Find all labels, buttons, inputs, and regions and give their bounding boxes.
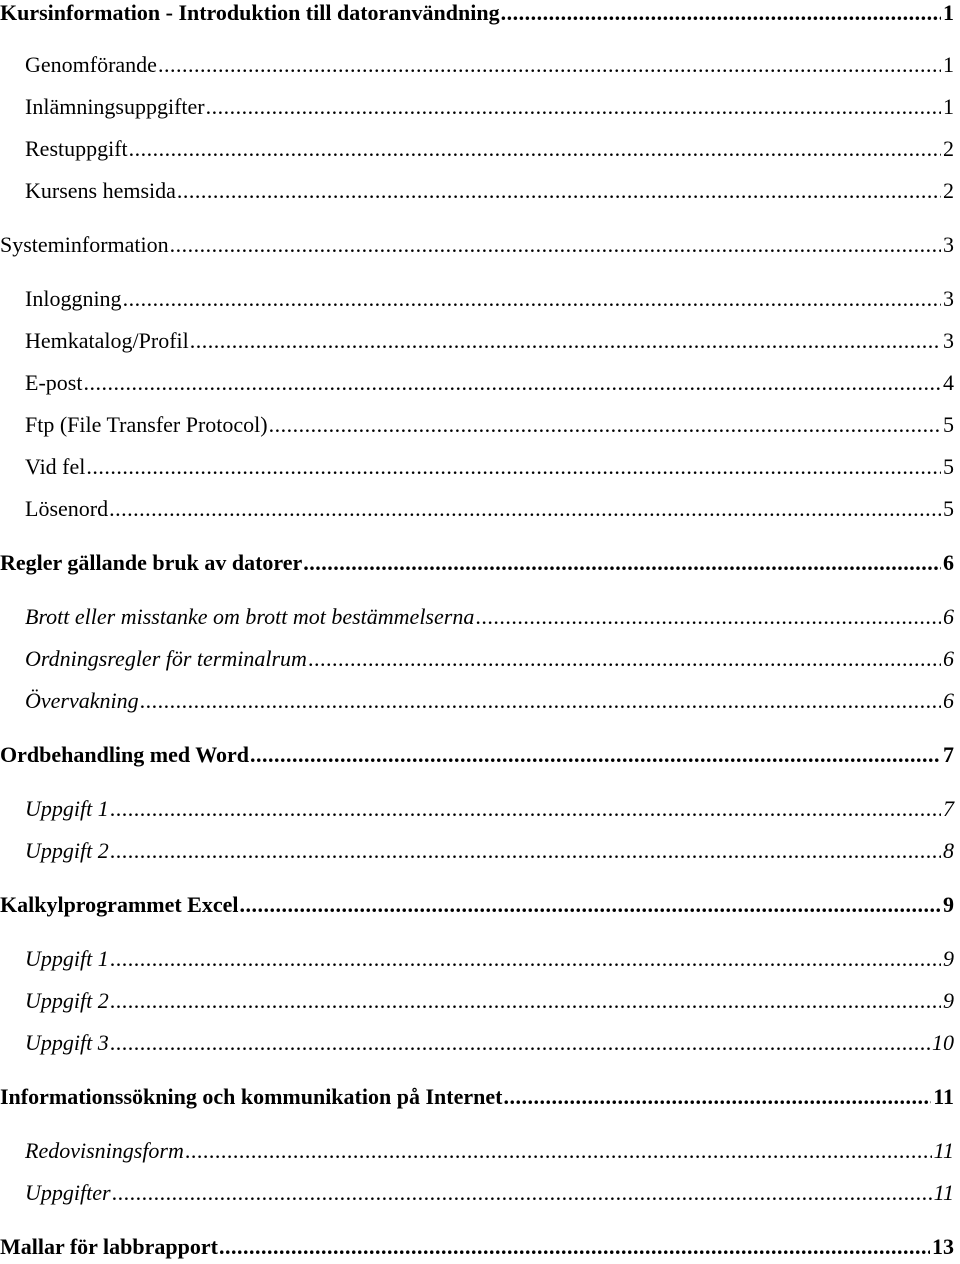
toc-entry [0,328,960,354]
toc-entry [0,286,960,312]
toc-entry-title: Informationssökning och kommunikation på Internet [0,1084,503,1109]
dot-leader [308,646,941,672]
dot-leader [219,1234,930,1260]
toc-entry [0,988,960,1014]
dot-leader [240,892,942,918]
toc-entry [0,646,960,672]
toc-entry [0,370,960,396]
dot-leader [123,286,941,312]
toc-entry-title: Ordningsregler för terminalrum [25,646,307,671]
toc-entry-title: Mallar för labbrapport [0,1234,218,1259]
toc-entry-page: 3 [943,328,954,353]
toc-entry-page: 9 [943,892,954,917]
dot-leader [129,136,941,162]
dot-leader [110,1030,930,1056]
toc-entry-page: 3 [943,286,954,311]
toc-entry-title: Redovisningsform [25,1138,184,1163]
toc-entry-page: 5 [943,496,954,521]
dot-leader [475,604,941,630]
toc-entry-page: 11 [933,1084,954,1109]
toc-entry-page: 3 [943,232,954,257]
toc-entry-title: Systeminformation [0,232,169,257]
toc-entry-title: Restuppgift [25,136,128,161]
toc-entry-title: Kursinformation - Introduktion till datoranvändning [0,0,500,25]
dot-leader [190,328,941,354]
toc-entry-title: E-post [25,370,83,395]
toc-entry-page: 6 [943,550,954,575]
toc-entry [0,1084,960,1110]
toc-entry [0,550,960,576]
toc-entry [0,688,960,714]
dot-leader [250,742,941,768]
dot-leader [503,1084,931,1110]
toc-entry-title: Regler gällande bruk av datorer [0,550,303,575]
toc-entry [0,454,960,480]
toc-entry [0,1030,960,1056]
toc-entry-title: Uppgifter [25,1180,111,1205]
toc-entry-title: Brott eller misstanke om brott mot bestämmelserna [25,604,475,629]
toc-entry-page: 6 [943,604,954,629]
toc-entry-page: 7 [943,796,954,821]
toc-entry-page: 5 [943,412,954,437]
toc-entry [0,1180,960,1206]
toc-entry [0,1234,960,1260]
dot-leader [86,454,941,480]
toc-entry-page: 9 [943,988,954,1013]
dot-leader [112,1180,932,1206]
toc-entry [0,52,960,78]
toc-entry [0,232,960,258]
toc-entry-title: Inlämningsuppgifter [25,94,205,119]
toc-entry-title: Inloggning [25,286,122,311]
toc-entry-title: Hemkatalog/Profil [25,328,189,353]
toc-entry-page: 2 [943,136,954,161]
dot-leader [109,496,941,522]
toc-entry [0,604,960,630]
toc-entry-page: 10 [932,1030,954,1055]
toc-entry-page: 6 [943,688,954,713]
toc-entry-title: Genomförande [25,52,157,77]
toc-entry-title: Ftp (File Transfer Protocol) [25,412,268,437]
toc-entry [0,838,960,864]
toc-entry-page: 2 [943,178,954,203]
dot-leader [110,796,941,822]
toc-entry [0,946,960,972]
toc-entry-title: Övervakning [25,688,139,713]
toc-entry-page: 5 [943,454,954,479]
toc-entry-title: Lösenord [25,496,109,521]
dot-leader [158,52,941,78]
toc-entry-title: Kursens hemsida [25,178,176,203]
toc-entry [0,892,960,918]
toc-entry-page: 7 [943,742,954,767]
toc-entry-page: 1 [943,0,954,25]
dot-leader [177,178,941,204]
toc-entry [0,796,960,822]
dot-leader [303,550,941,576]
toc-entry [0,136,960,162]
toc-entry [0,94,960,120]
dot-leader [140,688,941,714]
dot-leader [501,0,941,26]
dot-leader [110,838,941,864]
dot-leader [83,370,941,396]
toc-entry-page: 1 [943,94,954,119]
dot-leader [185,1138,932,1164]
toc-entry [0,496,960,522]
toc-entry-title: Vid fel [25,454,86,479]
toc-entry-title: Uppgift 2 [25,988,109,1013]
toc-entry-title: Uppgift 1 [25,796,109,821]
toc-entry-page: 4 [943,370,954,395]
dot-leader [206,94,941,120]
toc-entry-page: 11 [933,1180,954,1205]
toc-entry-page: 9 [943,946,954,971]
toc-entry [0,178,960,204]
toc-entry [0,412,960,438]
toc-entry-page: 11 [933,1138,954,1163]
dot-leader [110,946,941,972]
toc-entry-page: 13 [932,1234,954,1259]
toc-entry-page: 6 [943,646,954,671]
toc-entry-title: Uppgift 1 [25,946,109,971]
toc-entry-page: 8 [943,838,954,863]
toc-entry-page: 1 [943,52,954,77]
toc-entry-title: Kalkylprogrammet Excel [0,892,239,917]
dot-leader [269,412,941,438]
toc-entry [0,742,960,768]
toc-entry-title: Uppgift 3 [25,1030,109,1055]
dot-leader [110,988,941,1014]
toc-entry-title: Uppgift 2 [25,838,109,863]
toc-entry [0,0,960,26]
toc-entry-title: Ordbehandling med Word [0,742,249,767]
dot-leader [170,232,941,258]
toc-entry [0,1138,960,1164]
